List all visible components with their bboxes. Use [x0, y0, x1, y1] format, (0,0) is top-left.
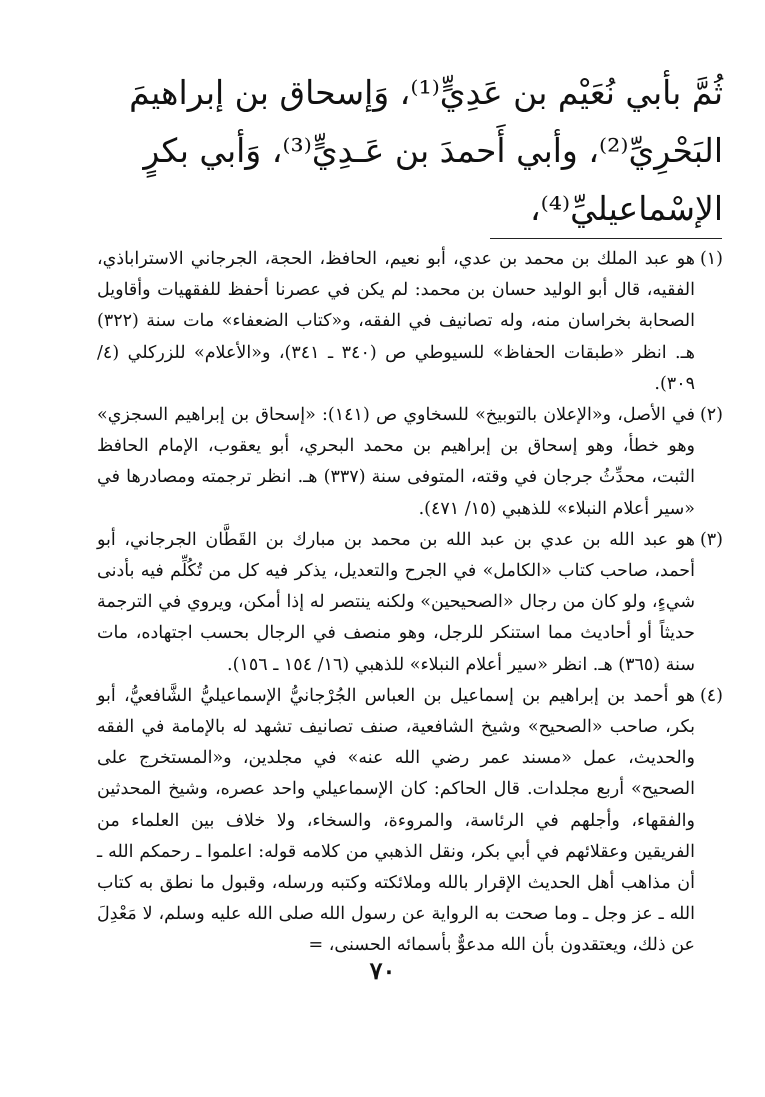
footnote-separator — [490, 238, 722, 239]
footnote-text: هو عبد الله بن عدي بن عبد الله بن محمد بن مبارك بن القَطَّان الجرجاني، أبو أحمد، صاحب كتاب «الكامل» في الجرح والتعديل، يذكر فيه كل من تُكُلِّم فيه بأدنى شيءٍ، ولو كان من رجال «الصحيحين» ولكنه ينتصر له إذا أمكن، ويروي في الترجمة حديثاً أو أحاديث مما استنكر للرجل، وهو منصف في الرجال بحسب اجتهاده، مات سنة (٣٦٥) هـ. انظر «سير أعلام النبلاء» للذهبي (١٦/ ١٥٤ ـ ١٥٦). — [97, 529, 695, 675]
footnote-number: (١) — [699, 249, 723, 269]
footnote-text: هو أحمد بن إبراهيم بن إسماعيل بن العباس الجُرْجانيُّ الإسماعيليُّ الشَّافعيُّ، أبو بكر، صاحب «الصحيح» وشيخ الشافعية، صنف تصانيف تشهد له بالإمامة في الفقه والحديث، عمل «مسند عمر رضي الله عنه» في مجلدين، و«المستخرج على الصحيح» أربع مجلدات. قال الحاكم: كان الإسماعيلي واحد عصره، وشيخ المحدثين والفقهاء، وأجلهم في الرئاسة، والمروءة، والسخاء، ولا خلاف بين العلماء من الفريقين وعقلائهم في أبي بكر، ونقل الذهبي من كلامه قوله: اعلموا ـ رحمكم الله ـ أن مذاهب أهل الحديث الإقرار بالله وملائكته وكتبه ورسله، وقبول ما نطق به كتاب الله ـ عز وجل ـ وما صحت به الرواية عن رسول الله صلى الله عليه وسلم، لا مَعْدِلَ عن ذلك، ويعتقدون بأن الله مدعوٌّ بأسمائه الحسنى، = — [97, 685, 695, 956]
footnote-number: (٤) — [699, 685, 723, 706]
footnotes — [97, 244, 723, 962]
footnote-text: في الأصل، و«الإعلان بالتوبيخ» للسخاوي ص (١٤١): «إسحاق بن إبراهيم السجزي» وهو خطأ، وهو إسحاق بن إبراهيم بن محمد البحري، أبو يعقوب، الإمام الحافظ الثبت، محدِّثُ جرجان في وقته، المتوفى سنة (٣٣٧) هـ. انظر ترجمته ومصادرها في «سير أعلام النبلاء» للذهبي (١٥/ ٤٧١). — [97, 405, 695, 519]
main-text-line: البَحْرِيِّ⁽²⁾، وأبي أَحمدَ بن عَـدِيٍّ⁽³⁾، وَأبي بكرٍ — [143, 131, 723, 170]
footnote-number: (٢) — [699, 405, 723, 426]
main-text — [95, 64, 723, 238]
page-number: ٧٠ — [369, 956, 396, 985]
main-text-line: الإسْماعيليِّ⁽⁴⁾، — [530, 189, 723, 228]
footnote-text: هو عبد الملك بن محمد بن عدي، أبو نعيم، الحافظ، الحجة، الجرجاني الاستراباذي، الفقيه، قال أبو الوليد حسان بن محمد: لم يكن في عصرنا أحفظ للفقهيات وأقاويل الصحابة بخراسان منه، وله تصانيف في الفقه، و«كتاب الضعفاء» مات سنة (٣٢٢) هـ. انظر «طبقات الحفاظ» للسيوطي ص (٣٤٠ ـ ٣٤١)، و«الأعلام» للزركلي (٤/ ٣٠٩). — [97, 249, 695, 394]
footnote — [97, 681, 723, 962]
footnote-number: (٣) — [699, 529, 723, 550]
footnote — [97, 244, 723, 400]
footnote — [97, 400, 723, 525]
footnote — [97, 525, 723, 681]
main-text-line: ثُمَّ بأبي نُعَيْم بن عَدِيٍّ⁽¹⁾، وَإسحاق بن إبراهيمَ — [129, 73, 723, 112]
